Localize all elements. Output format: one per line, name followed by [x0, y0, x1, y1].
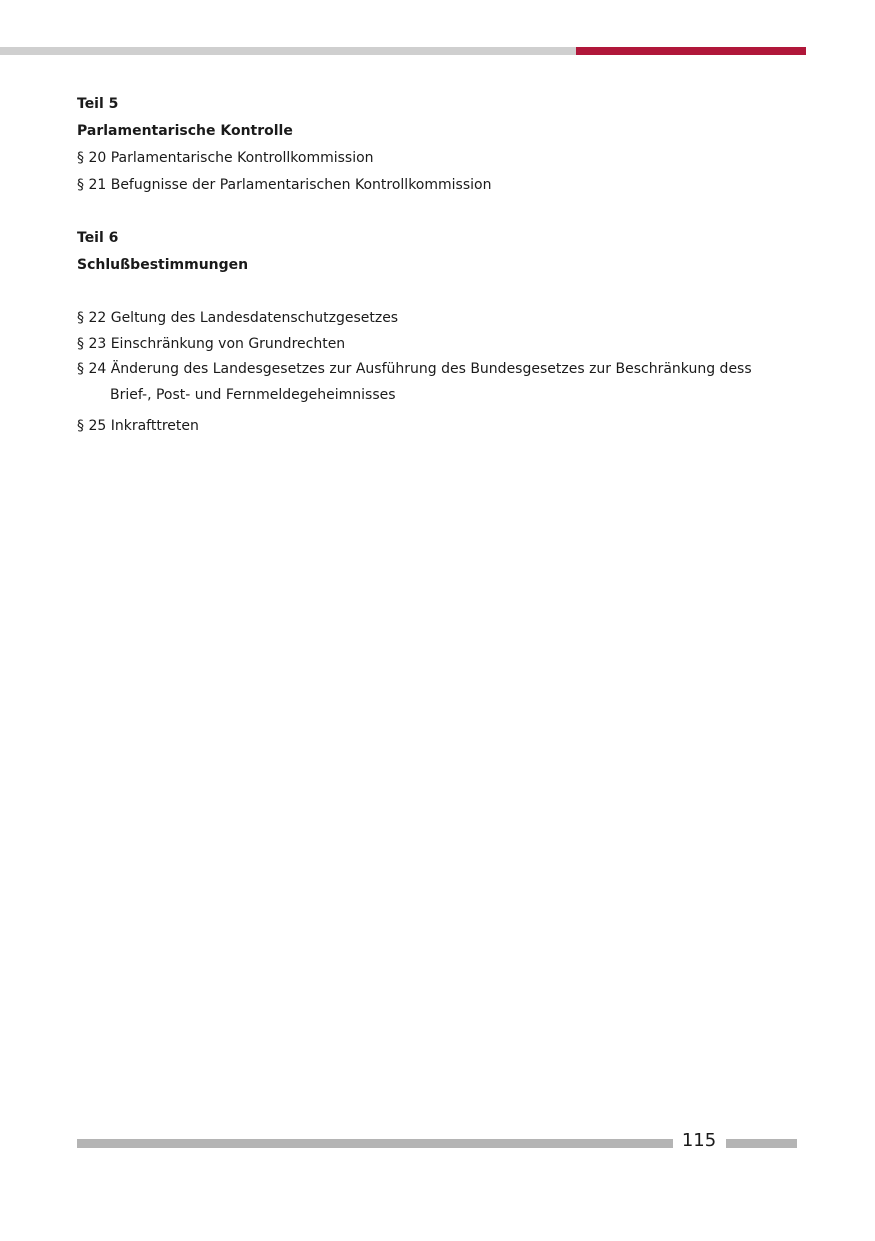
toc-entry-20: § 20 Parlamentarische Kontrollkommission	[77, 150, 374, 166]
section-title: Schlußbestimmungen	[77, 257, 249, 273]
entries-spacer	[77, 279, 792, 305]
section-label: Teil 6	[77, 230, 119, 246]
section-teil-5	[77, 91, 792, 199]
toc-entry-23: § 23 Einschränkung von Grundrechten	[77, 336, 346, 352]
section-teil-6	[77, 225, 792, 440]
section-label: Teil 5	[77, 96, 119, 112]
toc-entry-22: § 22 Geltung des Landesdatenschutzgesetzes	[77, 310, 399, 326]
footer-rule-left	[77, 1139, 673, 1148]
section-spacer	[77, 199, 792, 225]
toc-entry-25: § 25 Inkrafttreten	[77, 418, 199, 434]
header-rule-accent	[576, 47, 806, 55]
toc-entry-24: § 24 Änderung des Landesgesetzes zur Ausführung des Bundesgesetzes zur Beschränkung dess Brief-, Post- und Fernmeldegeheimnisses	[77, 361, 752, 403]
toc-entry-21: § 21 Befugnisse der Parlamentarischen Kontrollkommission	[77, 177, 492, 193]
page-number: 115	[681, 1130, 717, 1151]
section-title: Parlamentarische Kontrolle	[77, 123, 293, 139]
header-rule-gray	[0, 47, 576, 55]
footer-rule-right	[726, 1139, 797, 1148]
table-of-contents	[77, 91, 792, 440]
